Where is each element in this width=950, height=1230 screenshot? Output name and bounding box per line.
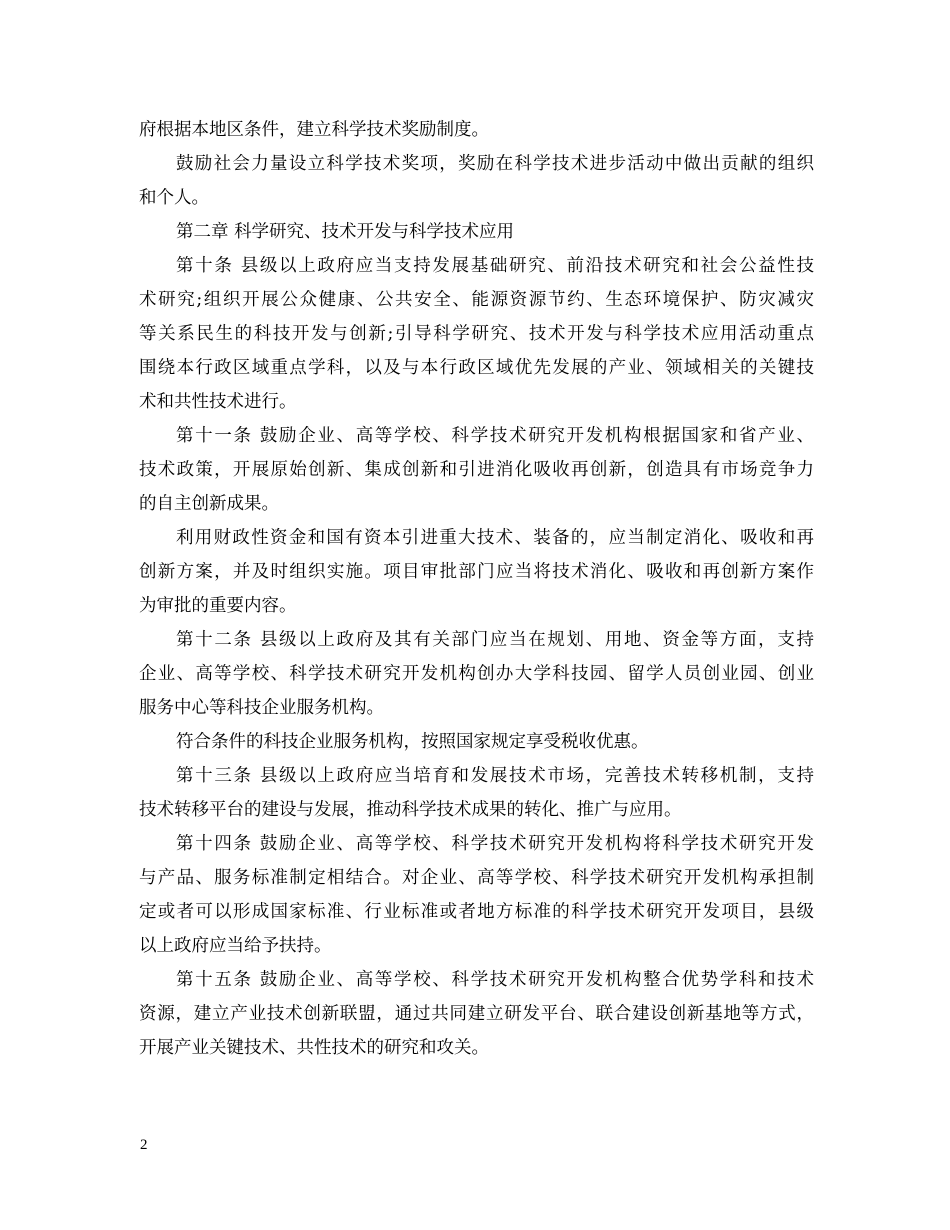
text-line: 第十四条 鼓励企业、高等学校、科学技术研究开发机构将科学技术研究开发 [176, 834, 814, 854]
text-line: 为审批的重要内容。 [139, 596, 297, 616]
text-line: 企业、高等学校、科学技术研究开发机构创办大学科技园、留学人员创业园、创业 [139, 664, 814, 684]
text-line: 和个人。 [139, 188, 209, 208]
text-line: 的自主创新成果。 [139, 494, 279, 514]
text-line: 第十条 县级以上政府应当支持发展基础研究、前沿技术研究和社会公益性技 [176, 256, 814, 276]
text-line: 围绕本行政区域重点学科，以及与本行政区域优先发展的产业、领域相关的关键技 [139, 358, 814, 378]
text-line: 与产品、服务标准制定相结合。对企业、高等学校、科学技术研究开发机构承担制 [139, 868, 814, 888]
text-line: 第十三条 县级以上政府应当培育和发展技术市场，完善技术转移机制，支持 [176, 766, 814, 786]
text-line: 创新方案，并及时组织实施。项目审批部门应当将技术消化、吸收和再创新方案作 [139, 562, 814, 582]
text-line: 服务中心等科技企业服务机构。 [139, 698, 384, 718]
text-line: 第二章 科学研究、技术开发与科学技术应用 [176, 222, 515, 242]
text-line: 第十一条 鼓励企业、高等学校、科学技术研究开发机构根据国家和省产业、 [176, 426, 814, 446]
text-line: 鼓励社会力量设立科学技术奖项，奖励在科学技术进步活动中做出贡献的组织 [176, 154, 814, 174]
page-number: 2 [140, 1137, 148, 1153]
text-line: 技术转移平台的建设与发展，推动科学技术成果的转化、推广与应用。 [139, 800, 682, 820]
text-line: 利用财政性资金和国有资本引进重大技术、装备的，应当制定消化、吸收和再 [176, 528, 814, 548]
text-line: 府根据本地区条件，建立科学技术奖励制度。 [139, 120, 489, 140]
text-line: 第十五条 鼓励企业、高等学校、科学技术研究开发机构整合优势学科和技术 [176, 970, 814, 990]
text-line: 技术政策，开展原始创新、集成创新和引进消化吸收再创新，创造具有市场竞争力 [139, 460, 814, 480]
text-line: 以上政府应当给予扶持。 [139, 936, 332, 956]
text-line: 术研究;组织开展公众健康、公共安全、能源资源节约、生态环境保护、防灾减灾 [139, 290, 814, 310]
text-line: 资源，建立产业技术创新联盟，通过共同建立研发平台、联合建设创新基地等方式， [139, 1004, 814, 1024]
document-body [139, 113, 814, 1065]
text-line: 定或者可以形成国家标准、行业标准或者地方标准的科学技术研究开发项目，县级 [139, 902, 814, 922]
text-line: 第十二条 县级以上政府及其有关部门应当在规划、用地、资金等方面，支持 [176, 630, 814, 650]
text-line: 术和共性技术进行。 [139, 392, 297, 412]
text-line: 开展产业关键技术、共性技术的研究和攻关。 [139, 1038, 489, 1058]
text-line: 符合条件的科技企业服务机构，按照国家规定享受税收优惠。 [176, 732, 649, 752]
text-line: 等关系民生的科技开发与创新;引导科学研究、技术开发与科学技术应用活动重点 [139, 324, 814, 344]
